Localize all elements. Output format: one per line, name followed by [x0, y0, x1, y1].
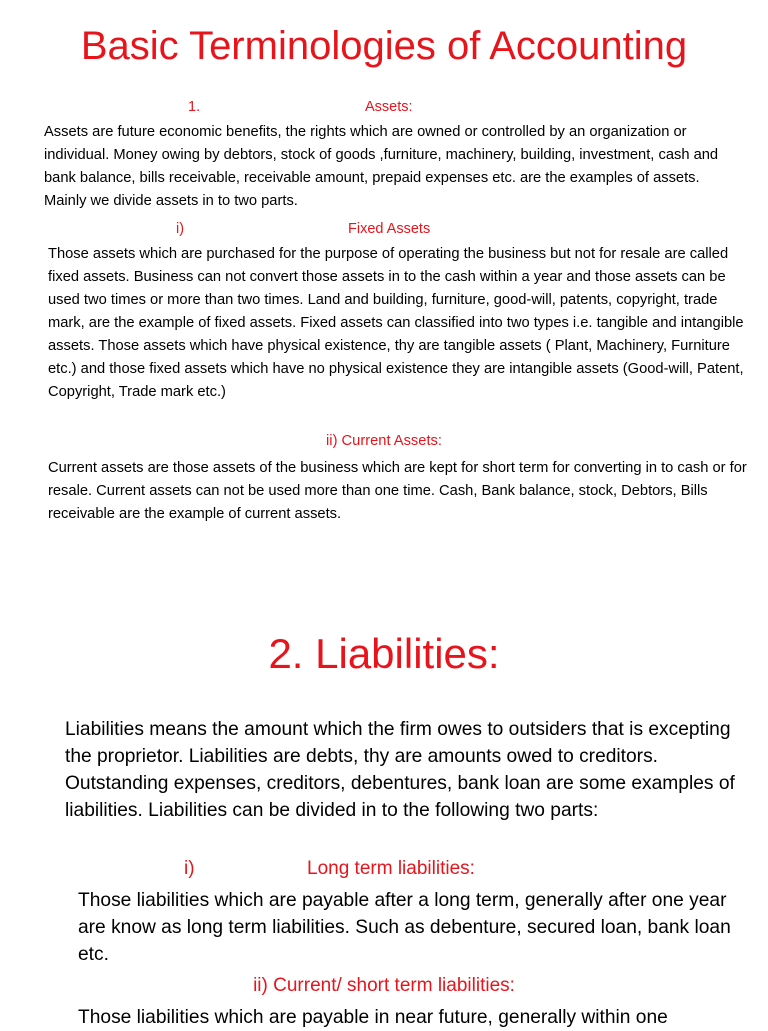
current-assets-paragraph: Current assets are those assets of the business which are kept for short term for converting in to cash or for resale. Current assets can not be used more than one time. Cash, Bank balance, stock, Debtors, Bills receivable are the example of current assets.: [48, 460, 747, 522]
current-assets-heading: ii) Current Assets:: [326, 433, 442, 449]
current-liabilities-heading: ii) Current/ short term liabilities:: [253, 975, 515, 996]
fixed-assets-paragraph: Those assets which are purchased for the purpose of operating the business but not for resale are called fixed assets. Business can not convert those assets in to the cash within a year and those assets can be used two times or more than two times. Land and building, furniture, good-will, patents, copyright, trade mark, are the example of fixed assets. Fixed assets can classified into two types i.e. tangible and intangible assets. Those assets which have physical existence, thy are tangible assets ( Plant, Machinery, Furniture etc.) and those fixed assets which have no physical existence they are intangible assets (Good-will, Patent, Copyright, Trade mark etc.): [48, 246, 744, 400]
long-term-liabilities-heading: Long term liabilities:: [307, 858, 475, 879]
fixed-assets-number: i): [176, 221, 185, 237]
liabilities-paragraph: Liabilities means the amount which the firm owes to outsiders that is excepting the proprietor. Liabilities are debts, thy are amounts owed to creditors. Outstanding expenses, creditors, debentures, bank loan are some examples of liabilities. Liabilities can be divided in to the following two parts:: [65, 719, 735, 821]
liabilities-heading: 2. Liabilities:: [268, 630, 500, 677]
assets-number: 1.: [188, 99, 201, 115]
long-term-liabilities-paragraph: Those liabilities which are payable after a long term, generally after one year are know as long term liabilities. Such as debenture, secured loan, bank loan etc.: [78, 890, 731, 965]
current-liabilities-paragraph: Those liabilities which are payable in near future, generally within one: [78, 1007, 668, 1028]
long-term-liabilities-number: i): [184, 858, 195, 879]
assets-heading: Assets:: [365, 99, 413, 115]
assets-paragraph: Assets are future economic benefits, the rights which are owned or controlled by an organization or individual. Money owing by debtors, stock of goods ,furniture, machinery, building, investment, cash and bank balance, bills receivable, receivable amount, prepaid expenses etc. are the examples of assets. Mainly we divide assets in to two parts.: [44, 124, 719, 209]
page-title: Basic Terminologies of Accounting: [80, 24, 688, 68]
fixed-assets-heading: Fixed Assets: [348, 221, 431, 237]
